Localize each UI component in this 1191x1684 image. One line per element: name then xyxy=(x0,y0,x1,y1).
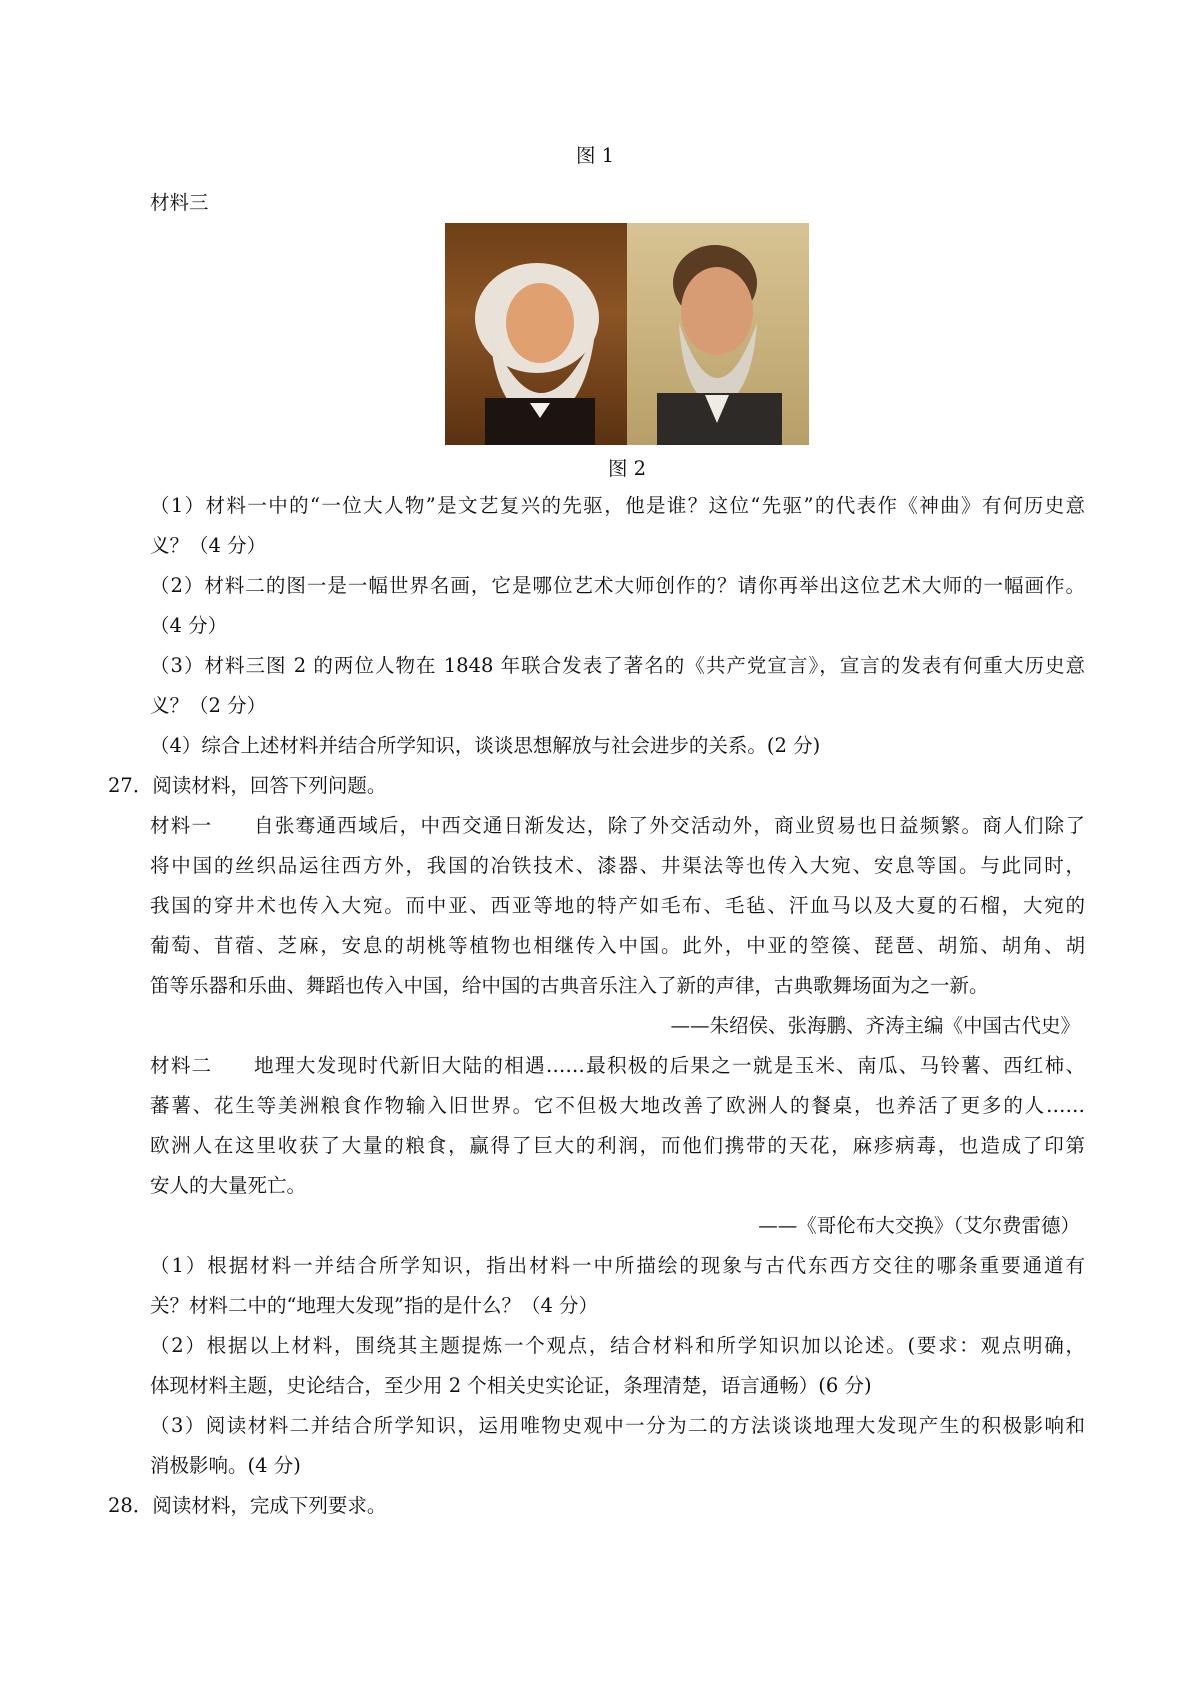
q27-sub1-line2: 关？材料二中的“地理大发现”指的是什么？（4 分） xyxy=(150,1294,599,1317)
q27-sub3-line1: （3）阅读材料二并结合所学知识，运用唯物史观中一分为二的方法谈谈地理大发现产生的积极影响和 xyxy=(150,1414,1085,1437)
q26-sub3-line2: 义？（2 分） xyxy=(150,694,267,717)
q27-material2-line2: 蕃薯、花生等美洲粮食作物输入旧世界。它不但极大地改善了欧洲人的餐桌，也养活了更多的人…… xyxy=(150,1094,1085,1117)
q27-material1-line1: 材料一 自张骞通西域后，中西交通日渐发达，除了外交活动外，商业贸易也日益频繁。商人们除了 xyxy=(150,814,1085,837)
q27-material2-line1: 材料二 地理大发现时代新旧大陆的相遇……最积极的后果之一就是玉米、南瓜、马铃薯、西红柿、 xyxy=(150,1054,1085,1077)
q26-sub2-line2: （4 分） xyxy=(150,614,228,637)
portrait-left xyxy=(445,223,627,445)
q27-sub1-line1: （1）根据材料一并结合所学知识，指出材料一中所描绘的现象与古代东西方交往的哪条重要通道有 xyxy=(150,1254,1085,1277)
figure-1-caption: 图 1 xyxy=(575,144,615,167)
portrait-right-drawing xyxy=(627,223,809,445)
q27-material1-line4: 葡萄、苜蓿、芝麻，安息的胡桃等植物也相继传入中国。此外，中亚的箜篌、琵琶、胡笳、胡角、胡 xyxy=(150,934,1085,957)
figure-2-photo xyxy=(445,223,809,445)
q26-sub3-line1: （3）材料三图 2 的两位人物在 1848 年联合发表了著名的《共产党宣言》，宣言的发表有何重大历史意 xyxy=(150,654,1085,677)
portrait-right xyxy=(627,223,809,445)
q26-sub1-line2: 义？（4 分） xyxy=(150,534,267,557)
q26-sub2-line1: （2）材料二的图一是一幅世界名画，它是哪位艺术大师创作的？请你再举出这位艺术大师的一幅画作。 xyxy=(150,574,1085,597)
q26-sub4-line1: （4）综合上述材料并结合所学知识，谈谈思想解放与社会进步的关系。(2 分) xyxy=(150,734,821,757)
q27-material2-line4: 安人的大量死亡。 xyxy=(150,1174,307,1197)
q27-material1-line2: 将中国的丝织品运往西方外，我国的冶铁技术、漆器、井渠法等也传入大宛、安息等国。与此同时， xyxy=(150,854,1085,877)
q28-title: 28．阅读材料，完成下列要求。 xyxy=(108,1494,387,1517)
q27-material2-source: ——《哥伦布大交换》（艾尔费雷德） xyxy=(758,1214,1080,1237)
q27-material1-source: ——朱绍侯、张海鹏、齐涛主编《中国古代史》 xyxy=(670,1014,1080,1037)
q27-sub2-line1: （2）根据以上材料，围绕其主题提炼一个观点，结合材料和所学知识加以论述。(要求：观点明确， xyxy=(150,1334,1085,1357)
q27-sub3-line2: 消极影响。(4 分) xyxy=(150,1454,301,1477)
q27-title: 27．阅读材料，回答下列问题。 xyxy=(108,774,387,797)
q27-material1-line5: 笛等乐器和乐曲、舞蹈也传入中国，给中国的古典音乐注入了新的声律，古典歌舞场面为之一新。 xyxy=(150,974,989,997)
portrait-left-drawing xyxy=(445,223,627,445)
q27-sub2-line2: 体现材料主题，史论结合，至少用 2 个相关史实论证，条理清楚，语言通畅）(6 分) xyxy=(150,1374,872,1397)
q27-material2-line3: 欧洲人在这里收获了大量的粮食，赢得了巨大的利润，而他们携带的天花，麻疹病毒，也造成了印第 xyxy=(150,1134,1085,1157)
q26-sub1-line1: （1）材料一中的“一位大人物”是文艺复兴的先驱，他是谁？这位“先驱”的代表作《神曲》有何历史意 xyxy=(150,494,1085,517)
q27-material1-line3: 我国的穿井术也传入大宛。而中亚、西亚等地的特产如毛布、毛毡、汗血马以及大夏的石榴，大宛的 xyxy=(150,894,1085,917)
material-3-label: 材料三 xyxy=(150,191,209,214)
figure-2-caption: 图 2 xyxy=(607,457,647,480)
